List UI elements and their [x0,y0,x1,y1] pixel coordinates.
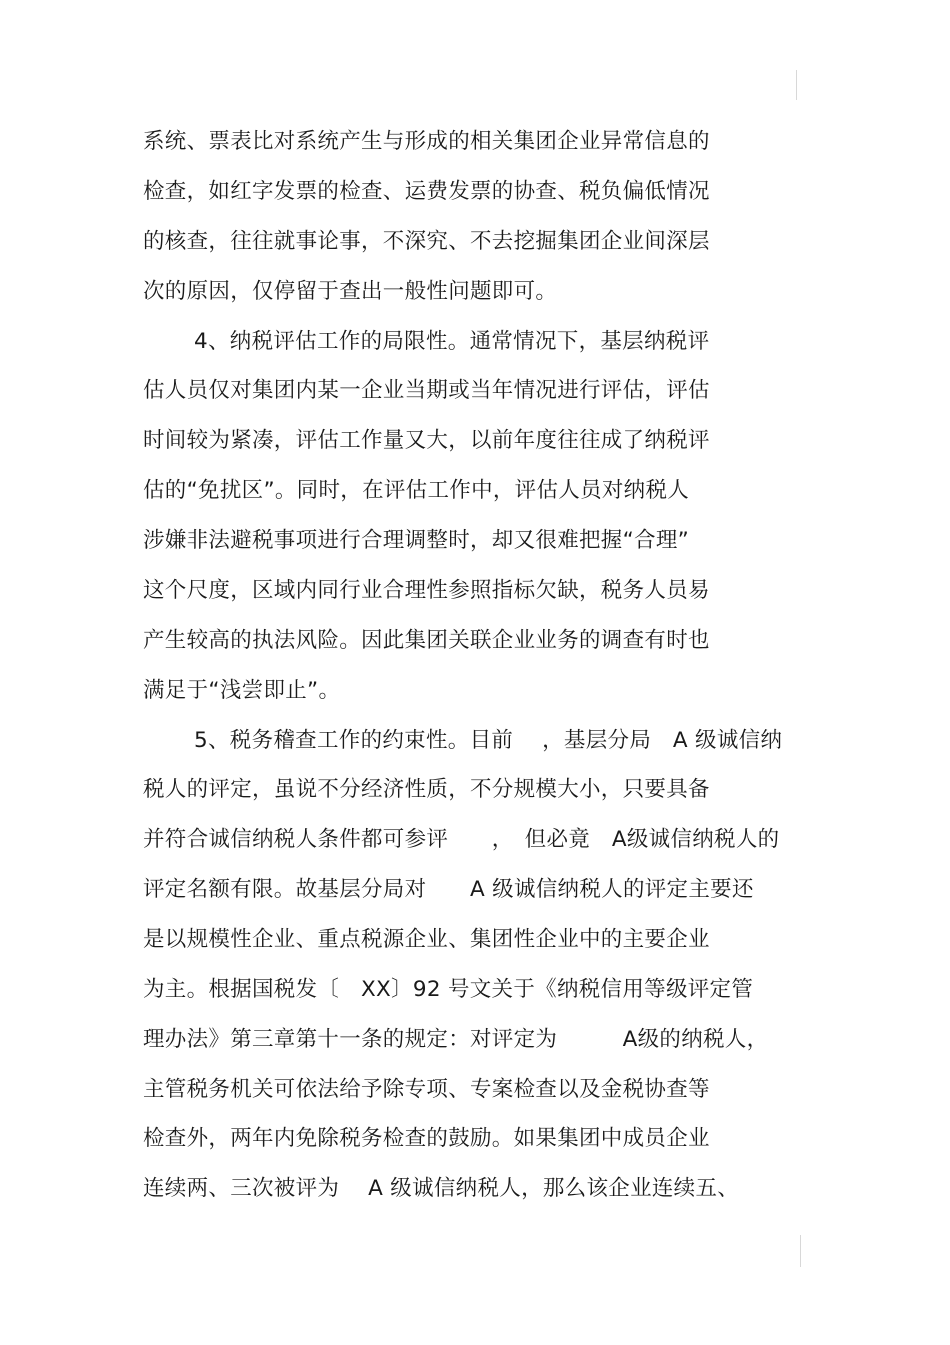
text-line: 估的“免扰区”。同时，在评估工作中，评估人员对纳税人 [143,478,690,503]
text-line: 涉嫌非法避税事项进行合理调整时，却又很难把握“合理” [143,528,690,553]
text-line: 系统、票表比对系统产生与形成的相关集团企业异常信息的 [143,129,710,154]
text-line: 时间较为紧凑，评估工作量又大，以前年度往往成了纳税评 [143,428,710,453]
text-line: 评定名额有限。故基层分局对 A 级诚信纳税人的评定主要还 [143,877,754,902]
text-line: 满足于“浅尝即止”。 [143,678,341,703]
text-line: 连续两、三次被评为 A 级诚信纳税人，那么该企业连续五、 [143,1176,740,1201]
text-line: 主管税务机关可依法给予除专项、专案检查以及金税协查等 [143,1077,710,1102]
paragraph-start-line: 5、税务稽查工作的约束性。目前 ，基层分局 A 级诚信纳 [194,728,783,753]
text-line: 是以规模性企业、重点税源企业、集团性企业中的主要企业 [143,927,710,952]
text-line: 理办法》第三章第十一条的规定：对评定为 A级的纳税人， [143,1027,769,1052]
text-line: 为主。根据国税发〔 XX〕92 号文关于《纳税信用等级评定管 [143,977,754,1002]
text-line: 检查外，两年内免除税务检查的鼓励。如果集团中成员企业 [143,1126,710,1151]
text-line: 税人的评定，虽说不分经济性质，不分规模大小，只要具备 [143,777,710,802]
text-line: 估人员仅对集团内某一企业当期或当年情况进行评估，评估 [143,378,710,403]
text-line: 产生较高的执法风险。因此集团关联企业业务的调查有时也 [143,628,710,653]
text-line: 检查，如红字发票的检查、运费发票的协查、税负偏低情况 [143,179,710,204]
text-line: 并符合诚信纳税人条件都可参评 ， 但必竟 A级诚信纳税人的 [143,827,780,852]
text-line: 次的原因，仅停留于查出一般性问题即可。 [143,279,558,304]
text-line: 的核查，往往就事论事，不深究、不去挖掘集团企业间深层 [143,229,710,254]
page-edge-mark [796,70,797,100]
text-line: 这个尺度，区域内同行业合理性参照指标欠缺，税务人员易 [143,578,710,603]
paragraph-start-line: 4、纳税评估工作的局限性。通常情况下，基层纳税评 [194,329,710,354]
page-edge-mark [800,1235,801,1267]
